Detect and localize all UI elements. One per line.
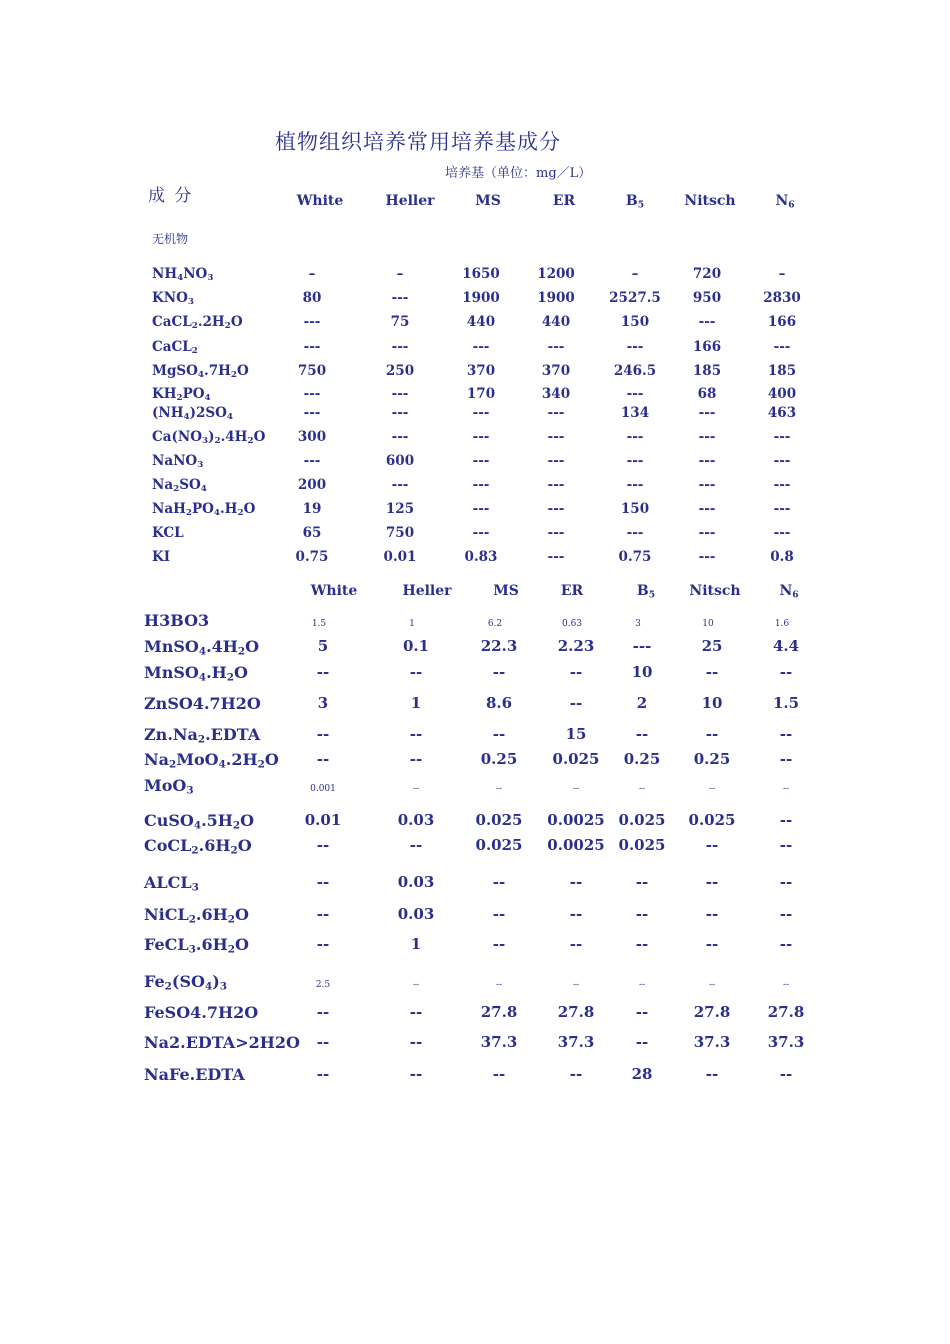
table-cell: -- — [569, 1065, 583, 1083]
section-label-inorganic: 无机物 — [152, 232, 189, 246]
column-header-white: White — [296, 193, 344, 209]
table-cell: -- — [708, 980, 716, 990]
table-cell: --- — [303, 405, 321, 421]
table-cell: -- — [705, 663, 719, 681]
table-cell: 1650 — [462, 266, 500, 282]
column-header-ms: MS — [493, 583, 519, 599]
table-cell: -- — [779, 663, 793, 681]
table-cell: -- — [779, 1065, 793, 1083]
component-column-header: 成 分 — [148, 186, 194, 206]
table-cell: -- — [635, 1033, 649, 1051]
table-cell: 950 — [692, 290, 722, 306]
row-name-znso4-7h2o: ZnSO4.7H2O — [144, 694, 261, 713]
table-cell: 125 — [385, 501, 415, 517]
table-cell: 246.5 — [613, 363, 657, 379]
column-header-ms: MS — [475, 193, 501, 209]
table-cell: -- — [316, 1033, 330, 1051]
table-cell: 22.3 — [480, 637, 518, 655]
table-cell: 3 — [317, 694, 329, 712]
table-cell: 25 — [701, 637, 723, 655]
table-cell: 27.8 — [767, 1003, 805, 1021]
table-cell: – — [308, 266, 316, 282]
table-cell: 1.6 — [774, 619, 790, 629]
row-name-kcl: KCL — [152, 525, 184, 541]
table-cell: -- — [779, 905, 793, 923]
table-cell: 370 — [466, 363, 496, 379]
table-cell: --- — [698, 453, 716, 469]
unit-subtitle: 培养基（单位：mg／L） — [445, 166, 592, 181]
table-cell: --- — [472, 339, 490, 355]
row-name-na2so4: $Na_2SO_4$ — [152, 477, 207, 495]
table-cell: -- — [635, 905, 649, 923]
row-name-zn-na2-edta: $Zn.Na_2.EDTA$ — [144, 725, 261, 746]
table-cell: 0.83 — [464, 549, 498, 565]
table-cell: -- — [412, 784, 420, 794]
table-cell: -- — [492, 935, 506, 953]
table-cell: 27.8 — [557, 1003, 595, 1021]
table-cell: -- — [409, 750, 423, 768]
row-name-feso4-7h2o: FeSO4.7H2O — [144, 1003, 259, 1022]
table-cell: -- — [569, 905, 583, 923]
table-cell: -- — [779, 873, 793, 891]
table-cell: 720 — [692, 266, 722, 282]
table-cell: 600 — [385, 453, 415, 469]
table-cell: -- — [409, 1065, 423, 1083]
table-cell: -- — [705, 725, 719, 743]
row-name-na2-edta-2h2o: Na2.EDTA>2H2O — [144, 1033, 300, 1052]
table-cell: --- — [626, 453, 644, 469]
table-cell: -- — [412, 980, 420, 990]
table-cell: 19 — [302, 501, 322, 517]
column-header-er: ER — [560, 583, 584, 599]
table-cell: -- — [705, 1065, 719, 1083]
row-name-kh2po4: $KH_2PO_4$ — [152, 386, 211, 404]
table-cell: -- — [705, 873, 719, 891]
table-cell: 37.3 — [693, 1033, 731, 1051]
table-cell: -- — [316, 1065, 330, 1083]
table-cell: -- — [782, 784, 790, 794]
table-cell: -- — [708, 784, 716, 794]
table-cell: --- — [303, 386, 321, 402]
table-cell: 0.03 — [397, 873, 435, 891]
table-cell: -- — [492, 663, 506, 681]
table-cell: --- — [391, 429, 409, 445]
table-cell: 5 — [317, 637, 329, 655]
table-cell: 10 — [631, 663, 653, 681]
table-cell: 0.01 — [383, 549, 417, 565]
table-cell: 2527.5 — [609, 290, 661, 306]
table-cell: -- — [409, 725, 423, 743]
table-cell: 0.0025 — [547, 811, 605, 829]
table-cell: 166 — [767, 314, 797, 330]
table-cell: --- — [303, 314, 321, 330]
table-cell: --- — [391, 405, 409, 421]
table-cell: --- — [391, 386, 409, 402]
row-name-cacl2-2h2o: $CaCL_2.2H_2O$ — [152, 314, 243, 332]
table-cell: 463 — [767, 405, 797, 421]
table-cell: -- — [316, 663, 330, 681]
table-cell: -- — [492, 873, 506, 891]
table-cell: 150 — [620, 314, 650, 330]
table-cell: 0.025 — [618, 811, 666, 829]
table-cell: -- — [492, 1065, 506, 1083]
row-name-na2moo4-2h2o: $Na_2MoO_4.2H_2O$ — [144, 750, 279, 771]
row-name-mnso4-4h2o: $MnSO_4.4H_2O$ — [144, 637, 260, 658]
table-cell: --- — [626, 386, 644, 402]
table-cell: 134 — [620, 405, 650, 421]
table-cell: 1.5 — [311, 619, 327, 629]
table-cell: 0.03 — [397, 905, 435, 923]
table-cell: --- — [626, 525, 644, 541]
table-cell: --- — [547, 477, 565, 493]
table-cell: 300 — [297, 429, 327, 445]
table-cell: --- — [626, 429, 644, 445]
table-cell: 1200 — [537, 266, 575, 282]
table-cell: 10 — [702, 619, 714, 629]
table-cell: --- — [547, 525, 565, 541]
table-cell: -- — [635, 935, 649, 953]
table-cell: --- — [698, 477, 716, 493]
row-name-moo3: MoO$_3$ — [144, 776, 194, 797]
table-cell: 200 — [297, 477, 327, 493]
table-cell: 0.75 — [618, 549, 652, 565]
page-title: 植物组织培养常用培养基成分 — [275, 130, 561, 154]
table-cell: 0.0025 — [547, 836, 605, 854]
row-name-nafe-edta: NaFe.EDTA — [144, 1065, 245, 1084]
table-cell: 2.5 — [315, 980, 331, 990]
row-name-mnso4-h2o: $MnSO_4.H_2O$ — [144, 663, 248, 684]
table-cell: -- — [779, 725, 793, 743]
row-name-cocl2-6h2o: $CoCL_2.6H_2O$ — [144, 836, 252, 857]
table-cell: --- — [698, 501, 716, 517]
table-cell: 2830 — [763, 290, 801, 306]
table-cell: 3 — [635, 619, 641, 629]
table-cell: -- — [779, 935, 793, 953]
table-cell: --- — [773, 525, 791, 541]
table-cell: 37.3 — [767, 1033, 805, 1051]
row-name-h3bo3: H3BO3 — [144, 611, 210, 630]
table-cell: 150 — [620, 501, 650, 517]
table-cell: 0.25 — [693, 750, 731, 768]
column-header-nitsch: Nitsch — [684, 193, 736, 209]
table-cell: 440 — [466, 314, 496, 330]
row-name-nano3: NaNO$_3$ — [152, 453, 204, 471]
table-cell: 185 — [767, 363, 797, 379]
table-cell: 166 — [692, 339, 722, 355]
table-cell: -- — [316, 725, 330, 743]
table-cell: -- — [316, 905, 330, 923]
table-cell: --- — [632, 637, 652, 655]
table-cell: -- — [635, 725, 649, 743]
table-cell: -- — [705, 935, 719, 953]
table-cell: 1 — [410, 935, 422, 953]
table-cell: 185 — [692, 363, 722, 379]
column-header-n6: $N_6$ — [775, 193, 795, 211]
row-name-mgso4-7h2o: $MgSO_4.7H_2O$ — [152, 363, 249, 381]
table-cell: -- — [316, 873, 330, 891]
table-cell: --- — [472, 525, 490, 541]
table-cell: 6.2 — [487, 619, 503, 629]
table-cell: 65 — [302, 525, 322, 541]
table-cell: --- — [472, 501, 490, 517]
table-cell: 750 — [297, 363, 327, 379]
table-cell: --- — [472, 453, 490, 469]
table-cell: 0.63 — [561, 619, 583, 629]
table-cell: --- — [773, 477, 791, 493]
row-name-cacl2: CaCL$_2$ — [152, 339, 198, 357]
table-cell: -- — [409, 1003, 423, 1021]
table-cell: -- — [495, 784, 503, 794]
table-cell: 750 — [385, 525, 415, 541]
table-cell: 340 — [541, 386, 571, 402]
table-cell: 370 — [541, 363, 571, 379]
table-cell: 1900 — [537, 290, 575, 306]
table-cell: -- — [316, 1003, 330, 1021]
table-cell: -- — [316, 935, 330, 953]
column-header-n6: $N_6$ — [779, 583, 799, 601]
table-cell: --- — [547, 339, 565, 355]
table-cell: --- — [773, 501, 791, 517]
table-cell: --- — [698, 405, 716, 421]
table-cell: 27.8 — [480, 1003, 518, 1021]
table-cell: -- — [638, 784, 646, 794]
table-cell: 1.5 — [772, 694, 800, 712]
table-cell: -- — [569, 873, 583, 891]
row-name-fe2-so4-3: $Fe_2(SO_4)_3$ — [144, 972, 228, 993]
table-cell: 68 — [697, 386, 717, 402]
row-name-fecl3-6h2o: $FeCL_3.6H_2O$ — [144, 935, 249, 956]
table-cell: -- — [316, 750, 330, 768]
table-cell: – — [778, 266, 786, 282]
row-name-kno3: $KNO_3$ — [152, 290, 194, 308]
table-cell: 400 — [767, 386, 797, 402]
row-name-nicl2-6h2o: $NiCL_2.6H_2O$ — [144, 905, 249, 926]
table-cell: 170 — [466, 386, 496, 402]
table-cell: --- — [547, 429, 565, 445]
table-cell: --- — [472, 429, 490, 445]
table-cell: --- — [391, 477, 409, 493]
table-cell: --- — [472, 405, 490, 421]
table-cell: 10 — [701, 694, 723, 712]
table-cell: --- — [303, 453, 321, 469]
table-cell: 37.3 — [480, 1033, 518, 1051]
table-cell: --- — [698, 549, 716, 565]
table-cell: 250 — [385, 363, 415, 379]
table-cell: 0.03 — [397, 811, 435, 829]
table-cell: 0.1 — [402, 637, 430, 655]
table-cell: --- — [547, 501, 565, 517]
table-cell: -- — [495, 980, 503, 990]
table-cell: -- — [569, 663, 583, 681]
table-cell: 0.8 — [770, 549, 794, 565]
table-cell: 0.25 — [623, 750, 661, 768]
table-cell: -- — [635, 1003, 649, 1021]
table-cell: -- — [492, 725, 506, 743]
table-cell: 0.001 — [310, 784, 336, 794]
table-cell: --- — [773, 339, 791, 355]
table-cell: --- — [626, 339, 644, 355]
table-cell: 0.025 — [688, 811, 736, 829]
table-cell: 15 — [565, 725, 587, 743]
table-cell: 0.025 — [552, 750, 600, 768]
row-name-cuso4-5h2o: $CuSO_4.5H_2O$ — [144, 811, 255, 832]
table-cell: 0.025 — [618, 836, 666, 854]
column-header-heller: Heller — [402, 583, 452, 599]
table-cell: -- — [569, 694, 583, 712]
column-header-white: White — [310, 583, 358, 599]
table-cell: -- — [316, 836, 330, 854]
table-cell: -- — [705, 905, 719, 923]
table-cell: --- — [391, 290, 409, 306]
column-header-b5: $B_5$ — [636, 583, 656, 601]
table-cell: --- — [698, 314, 716, 330]
table-cell: --- — [391, 339, 409, 355]
column-header-nitsch: Nitsch — [689, 583, 741, 599]
table-cell: 2 — [636, 694, 648, 712]
column-header-heller: Heller — [385, 193, 435, 209]
table-cell: 75 — [390, 314, 410, 330]
table-cell: -- — [782, 980, 790, 990]
row-name-nah2po4-h2o: $NaH_2PO_4.H_2O$ — [152, 501, 256, 519]
table-cell: -- — [638, 980, 646, 990]
table-cell: -- — [572, 784, 580, 794]
table-cell: --- — [547, 549, 565, 565]
table-cell: --- — [547, 453, 565, 469]
table-cell: 2.23 — [557, 637, 595, 655]
table-cell: 0.75 — [295, 549, 329, 565]
row-name-nh4-2so4: $(NH_4)2SO_4$ — [152, 405, 233, 423]
row-name-ki: KI — [152, 549, 171, 565]
table-cell: -- — [409, 663, 423, 681]
table-cell: -- — [569, 935, 583, 953]
table-cell: 28 — [631, 1065, 653, 1083]
table-cell: 0.01 — [304, 811, 342, 829]
table-cell: 37.3 — [557, 1033, 595, 1051]
table-cell: 440 — [541, 314, 571, 330]
table-cell: --- — [472, 477, 490, 493]
table-cell: -- — [572, 980, 580, 990]
table-cell: --- — [698, 525, 716, 541]
table-cell: --- — [698, 429, 716, 445]
row-name-alcl3: $ALCL_3$ — [144, 873, 199, 894]
table-cell: -- — [409, 836, 423, 854]
table-cell: 1900 — [462, 290, 500, 306]
table-cell: -- — [705, 836, 719, 854]
table-cell: -- — [779, 836, 793, 854]
table-cell: 1 — [410, 694, 422, 712]
table-cell: -- — [492, 905, 506, 923]
table-cell: -- — [635, 873, 649, 891]
table-cell: 80 — [302, 290, 322, 306]
table-cell: 1 — [409, 619, 415, 629]
table-cell: --- — [626, 477, 644, 493]
row-name-nh4no3: $NH_4NO_3$ — [152, 266, 214, 284]
table-cell: -- — [779, 750, 793, 768]
table-cell: --- — [547, 405, 565, 421]
column-header-er: ER — [552, 193, 576, 209]
table-cell: 0.025 — [475, 836, 523, 854]
row-name-ca-no3-2-4h2o: $Ca(NO_3)_2.4H_2O$ — [152, 429, 266, 447]
table-cell: 0.025 — [475, 811, 523, 829]
table-cell: -- — [409, 1033, 423, 1051]
table-cell: 27.8 — [693, 1003, 731, 1021]
table-cell: 4.4 — [772, 637, 800, 655]
table-cell: --- — [303, 339, 321, 355]
column-header-b5: $B_5$ — [625, 193, 645, 211]
table-cell: 0.25 — [480, 750, 518, 768]
table-cell: -- — [779, 811, 793, 829]
table-cell: --- — [773, 453, 791, 469]
table-cell: --- — [773, 429, 791, 445]
table-cell: – — [631, 266, 639, 282]
table-cell: – — [396, 266, 404, 282]
table-cell: 8.6 — [485, 694, 513, 712]
